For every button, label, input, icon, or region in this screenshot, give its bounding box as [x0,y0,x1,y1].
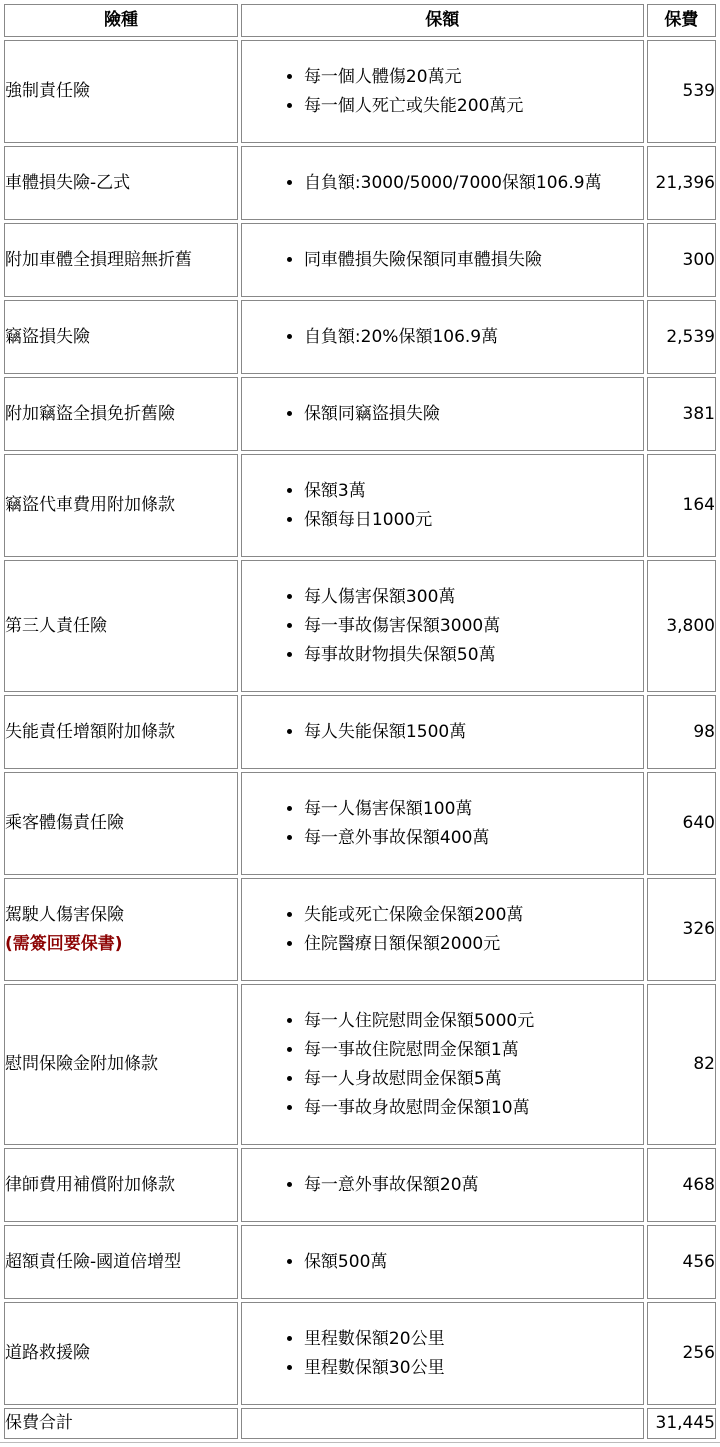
premium-cell: 82 [647,984,716,1145]
insurance-type-cell [4,454,238,557]
coverage-cell [241,223,644,297]
coverage-item: • 同車體損失險保額同車體損失險 [304,246,643,275]
insurance-type-name: 道路救援險 [5,1343,90,1363]
premium-cell: 3,800 [647,560,716,692]
insurance-type-cell [4,40,238,143]
insurance-type-cell [4,146,238,220]
insurance-type-cell [4,300,238,374]
header-type: 險種 [4,4,238,37]
premium-cell: 456 [647,1225,716,1299]
insurance-type-name: 失能責任增額附加條款 [5,721,175,742]
coverage-list [242,901,643,959]
coverage-list [242,795,643,853]
coverage-cell [241,1148,644,1222]
coverage-item: • 每事故財物損失保額50萬 [304,641,643,670]
insurance-type-name: 乘客體傷責任險 [5,813,124,833]
coverage-list [242,1248,643,1277]
premium-cell: 164 [647,454,716,557]
table-row [4,984,716,1145]
coverage-cell [241,878,644,981]
table-row [4,560,716,692]
insurance-type-cell [4,772,238,875]
insurance-type-name: 強制責任險 [5,81,90,101]
insurance-type-cell [4,878,238,981]
coverage-item: • 自負額:3000/5000/7000保額106.9萬 [304,169,643,198]
insurance-type-note: (需簽回要保書) [5,933,123,954]
insurance-type-name: 附加竊盜全損免折舊險 [5,403,175,424]
coverage-cell [241,454,644,557]
coverage-item: • 自負額:20%保額106.9萬 [304,323,643,352]
coverage-item: • 保額500萬 [304,1248,643,1277]
premium-cell: 539 [647,40,716,143]
premium-cell: 381 [647,377,716,451]
table-row [4,772,716,875]
coverage-item: • 每一意外事故保額20萬 [304,1171,643,1200]
coverage-cell [241,772,644,875]
table-row [4,454,716,557]
coverage-cell [241,695,644,769]
premium-cell: 256 [647,1302,716,1405]
coverage-list [242,477,643,535]
coverage-list [242,1171,643,1200]
coverage-list [242,323,643,352]
coverage-cell [241,560,644,692]
coverage-list [242,400,643,429]
coverage-item: • 每一人住院慰問金保額5000元 [304,1007,643,1036]
table-body [4,40,716,1405]
premium-cell: 468 [647,1148,716,1222]
premium-cell: 2,539 [647,300,716,374]
insurance-type-cell [4,1302,238,1405]
table-row [4,300,716,374]
coverage-cell [241,300,644,374]
premium-cell: 640 [647,772,716,875]
premium-cell: 21,396 [647,146,716,220]
total-label: 保費合計 [4,1408,238,1439]
coverage-list [242,1325,643,1383]
coverage-cell [241,377,644,451]
premium-cell: 326 [647,878,716,981]
coverage-item: • 每一個人體傷20萬元 [304,63,643,92]
table-row [4,223,716,297]
bottom-divider [0,1442,720,1443]
coverage-item: • 每一意外事故保額400萬 [304,824,643,853]
coverage-item: • 保額每日1000元 [304,506,643,535]
insurance-type-name: 駕駛人傷害保險 [5,904,124,925]
insurance-type-cell [4,560,238,692]
coverage-cell [241,1302,644,1405]
coverage-cell [241,984,644,1145]
coverage-list [242,169,643,198]
coverage-item: • 每一事故住院慰問金保額1萬 [304,1036,643,1065]
coverage-item: • 保額同竊盜損失險 [304,400,643,429]
coverage-item: • 每人傷害保額300萬 [304,583,643,612]
coverage-list [242,718,643,747]
premium-cell: 98 [647,695,716,769]
coverage-item: • 每一個人死亡或失能200萬元 [304,92,643,121]
coverage-cell [241,40,644,143]
insurance-type-name: 第三人責任險 [5,615,107,636]
coverage-cell [241,1225,644,1299]
table-row [4,1302,716,1405]
total-spacer [241,1408,644,1439]
coverage-item: • 住院醫療日額保額2000元 [304,930,643,959]
insurance-type-name: 竊盜代車費用附加條款 [5,495,175,515]
insurance-type-cell [4,223,238,297]
insurance-type-cell [4,1225,238,1299]
table-row [4,695,716,769]
insurance-type-cell [4,984,238,1145]
table-row [4,377,716,451]
coverage-item: • 里程數保額30公里 [304,1354,643,1383]
coverage-item: • 每一人身故慰問金保額5萬 [304,1065,643,1094]
coverage-item: • 每一人傷害保額100萬 [304,795,643,824]
insurance-type-name: 車體損失險-乙式 [5,172,131,193]
insurance-type-name: 超額責任險-國道倍增型 [5,1251,182,1272]
table-row [4,878,716,981]
total-value: 31,445 [647,1408,716,1439]
insurance-type-name: 慰問保險金附加條款 [5,1054,158,1074]
table-row [4,40,716,143]
coverage-item: • 失能或死亡保險金保額200萬 [304,901,643,930]
coverage-list [242,583,643,670]
header-premium: 保費 [647,4,716,37]
insurance-type-cell [4,695,238,769]
table-row [4,1225,716,1299]
table-row [4,1148,716,1222]
coverage-item: • 每一事故身故慰問金保額10萬 [304,1094,643,1123]
insurance-type-cell [4,377,238,451]
total-row [4,1408,716,1439]
insurance-type-name: 附加車體全損理賠無折舊 [5,249,192,270]
insurance-type-cell [4,1148,238,1222]
coverage-item: • 每人失能保額1500萬 [304,718,643,747]
coverage-list [242,63,643,121]
premium-cell: 300 [647,223,716,297]
coverage-list [242,1007,643,1123]
coverage-item: • 每一事故傷害保額3000萬 [304,612,643,641]
coverage-item: • 保額3萬 [304,477,643,506]
table-row [4,146,716,220]
coverage-cell [241,146,644,220]
insurance-type-name: 律師費用補償附加條款 [5,1174,175,1195]
insurance-table [1,1,719,1442]
header-coverage: 保額 [241,4,644,37]
table-header-row [4,4,716,37]
insurance-type-name: 竊盜損失險 [5,326,90,347]
coverage-list [242,246,643,275]
coverage-item: • 里程數保額20公里 [304,1325,643,1354]
